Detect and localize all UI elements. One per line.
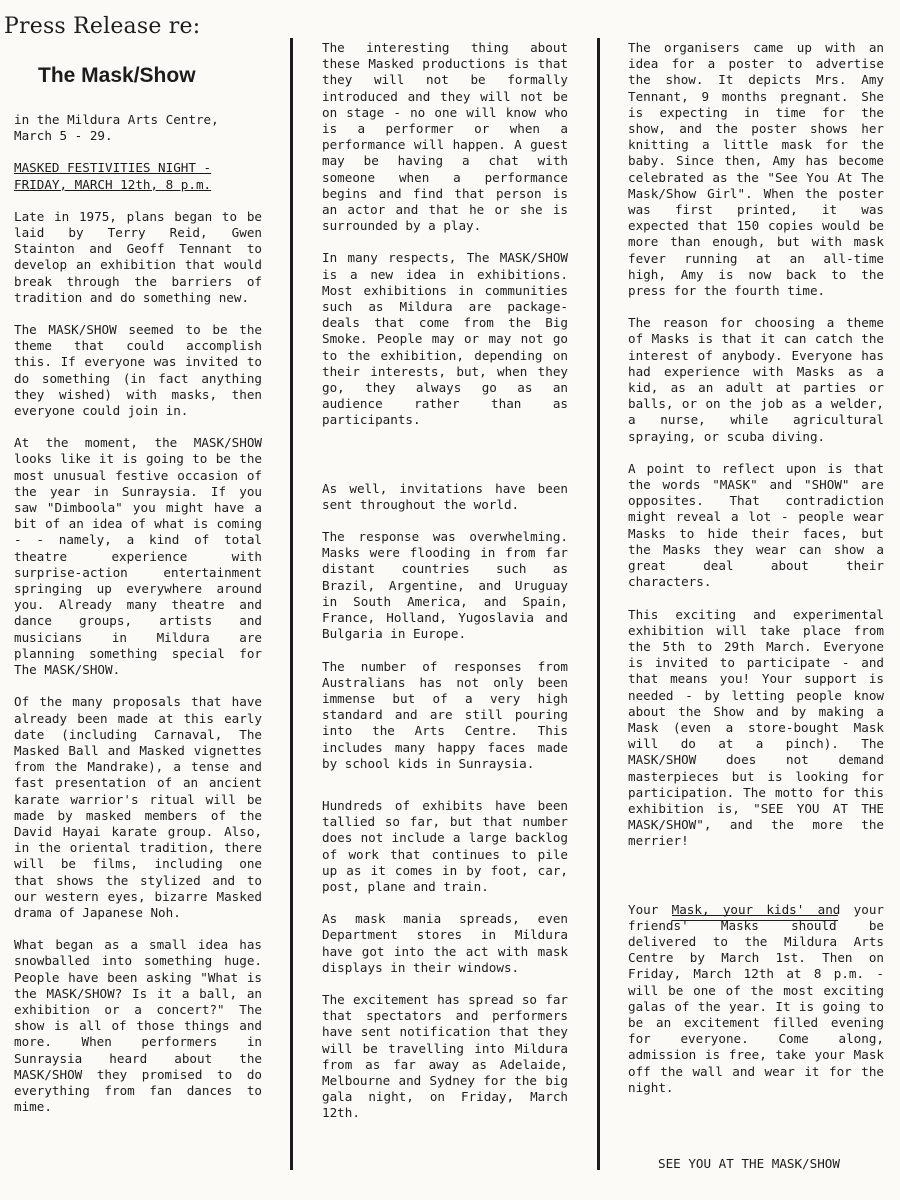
document-title: The Mask/Show bbox=[38, 64, 196, 87]
paragraph: The excitement has spread so far that spectators and performers have sent notification that they will be travelling into Mildura from as far away as Adelaide, Melbourne and Sydney for the big gala night, on Friday, March 12th. bbox=[322, 991, 568, 1121]
column-2 bbox=[322, 40, 568, 1138]
paragraph: Your Mask, your kids' and your friends' Masks should be delivered to the Mildura Arts Centre by March 1st. Then on Friday, March 12th at 8 p.m. - will be one of the most exciting galas of the year. It is going to be an excitement filled evening for everyone. Come along, admission is free, take your Mask off the wall and wear it for the night. bbox=[628, 901, 884, 1095]
paragraph: A point to reflect upon is that the words "MASK" and "SHOW" are opposites. That contradiction might reveal a lot - people wear Masks to hide their faces, but the Masks they wear can show a great deal about their characters. bbox=[628, 460, 884, 590]
paragraph: Late in 1975, plans began to be laid by Terry Reid, Gwen Stainton and Geoff Tennant to develop an exhibition that would break through the barriers of tradition and do something new. bbox=[14, 208, 262, 305]
paragraph: In many respects, The MASK/SHOW is a new idea in exhibitions. Most exhibitions in communities such as Mildura are package-deals that come from the Big Smoke. People may or may not go to the exhibition, depending on their interests, but, when they go, they always go as an audience rather than as participants. bbox=[322, 250, 568, 428]
paragraph: What began as a small idea has snowballed into something huge. People have been asking "What is the MASK/SHOW? Is it a ball, an exhibition or a concert?" The show is all of those things and more. When performers in Sunraysia heard about the MASK/SHOW they promised to do everything from fan dances to mime. bbox=[14, 937, 262, 1115]
paragraph: As well, invitations have been sent throughout the world. bbox=[322, 480, 568, 512]
section-divider bbox=[672, 915, 838, 916]
sign-off: SEE YOU AT THE MASK/SHOW bbox=[658, 1156, 840, 1171]
press-release-label: Press Release re: bbox=[4, 14, 201, 39]
paragraph: The reason for choosing a theme of Masks is that it can catch the interest of anybody. Everyone has had experience with Masks as a kid, as an adult at parties or balls, or on the job as a welder, a nurse, while agricultural spraying, or scuba diving. bbox=[628, 315, 884, 444]
paragraph: This exciting and experimental exhibition will take place from the 5th to 29th March. Everyone is invited to participate - and that means you! Your support is needed - by letting people know about the Show and by making a Mask (even a store-bought Mask will do at a pinch). The MASK/SHOW does not demand masterpieces but is looking for participation. The motto for this exhibition is, "SEE YOU AT THE MASK/SHOW", and the more the merrier! bbox=[628, 606, 884, 849]
event-heading: MASKED FESTIVITIES NIGHT - FRIDAY, MARCH 12th, 8 p.m. bbox=[14, 160, 212, 192]
paragraph: Of the many proposals that have already been made at this early date (including Carnaval, The Masked Ball and Masked vignettes from the Mandrake), a tense and fast presentation of an ancient karate warrior's ritual will be made by masked members of the David Hayai karate group. Also, in the oriental tradition, there will be films, including one that shows the stylized and to our western eyes, bizarre Masked drama of Japanese Noh. bbox=[14, 694, 262, 920]
paragraph: As mask mania spreads, even Department stores in Mildura have got into the act with mask displays in their windows. bbox=[322, 911, 568, 975]
column-3 bbox=[628, 40, 884, 1112]
column-divider-right bbox=[597, 38, 600, 1170]
paragraph: At the moment, the MASK/SHOW looks like it is going to be the most unusual festive occasion of the year in Sunraysia. If you saw "Dimboola" you might have a bit of an idea of what is coming - - namely, a kind of total theatre experience with surprise-action entertainment springing up everywhere around you. Already many theatre and dance groups, artists and musicians in Mildura are planning something special for The MASK/SHOW. bbox=[14, 435, 262, 678]
paragraph: The number of responses from Australians has not only been immense but of a very high standard and are still pouring into the Arts Centre. This includes many happy faces made by school kids in Sunraysia. bbox=[322, 658, 568, 771]
paragraph: The organisers came up with an idea for a poster to advertise the show. It depicts Mrs. Amy Tennant, 9 months pregnant. She is expecting in time for the show, and the poster shows her knitting a little mask for the baby. Since then, Amy has become celebrated as the "See You At The Mask/Show Girl". When the poster was first printed, it was expected that 150 copies would be more than enough, but with mask fever running at an all-time high, Amy is now back to the press for the fourth time. bbox=[628, 40, 884, 299]
paragraph: The response was overwhelming. Masks were flooding in from far distant countries such as Brazil, Argentine, and Uruguay in South America, and Spain, France, Holland, Yugoslavia and Bulgaria in Europe. bbox=[322, 529, 568, 642]
column-1 bbox=[14, 112, 262, 1131]
venue-dates: in the Mildura Arts Centre, March 5 - 29. bbox=[14, 112, 219, 144]
paragraph: Hundreds of exhibits have been tallied so far, but that number does not include a large backlog of work that continues to pile up as it comes in by foot, car, post, plane and train. bbox=[322, 797, 568, 894]
column-divider-left bbox=[290, 38, 293, 1170]
paragraph: The MASK/SHOW seemed to be the theme that could accomplish this. If everyone was invited to do something (in fact anything they wished) with masks, then everyone could join in. bbox=[14, 322, 262, 419]
paragraph: The interesting thing about these Masked productions is that they will not be formally introduced and they will not be on stage - no one will know who is a performer or when a performance will happen. A guest may be having a chat with someone when a performance begins and find that person is an actor and that he or she is surrounded by a play. bbox=[322, 40, 568, 234]
section-divider bbox=[672, 920, 838, 921]
